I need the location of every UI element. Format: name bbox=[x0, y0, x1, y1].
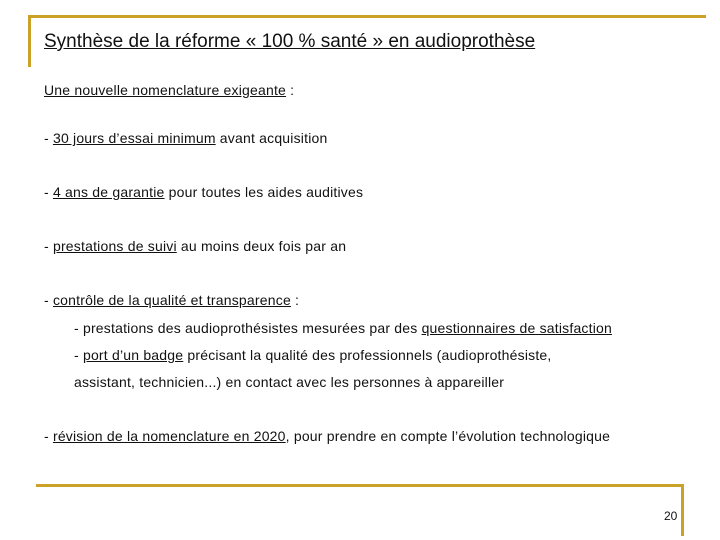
satisfaction-text: prestations des audioprothésistes mesurées par des bbox=[82, 320, 422, 336]
trial-rest: avant acquisition bbox=[215, 130, 328, 146]
bullet-dash: - bbox=[44, 292, 53, 308]
followup-underlined: prestations de suivi bbox=[52, 238, 177, 254]
revision-rest: , pour prendre en compte l’évolution technologique bbox=[285, 428, 611, 444]
badge-text: précisant la qualité des professionnels (audioprothésiste, bbox=[183, 347, 552, 363]
trial-underlined: 30 jours d’essai minimum bbox=[52, 130, 216, 146]
list-item-followup bbox=[44, 238, 346, 254]
bullet-dash: - bbox=[74, 320, 83, 336]
intro-heading bbox=[44, 82, 294, 98]
bullet-dash: - bbox=[44, 184, 53, 200]
followup-rest: au moins deux fois par an bbox=[176, 238, 347, 254]
revision-underlined: révision de la nomenclature en 2020 bbox=[52, 428, 286, 444]
sub-item-badge bbox=[74, 347, 552, 363]
bottom-border-line bbox=[36, 484, 684, 487]
satisfaction-underlined: questionnaires de satisfaction bbox=[421, 320, 613, 336]
sub-item-badge-continuation: assistant, technicien...) en contact avec les personnes à appareiller bbox=[74, 374, 505, 390]
intro-heading-text: Une nouvelle nomenclature exigeante bbox=[44, 82, 287, 98]
warranty-underlined: 4 ans de garantie bbox=[52, 184, 165, 200]
bullet-dash: - bbox=[74, 347, 83, 363]
list-item-revision bbox=[44, 428, 610, 444]
bullet-dash: - bbox=[44, 130, 53, 146]
page-number: 20 bbox=[664, 509, 678, 523]
quality-underlined: contrôle de la qualité et transparence bbox=[52, 292, 291, 308]
sub-item-satisfaction bbox=[74, 320, 612, 336]
slide-title: Synthèse de la réforme « 100 % santé » en audioprothèse bbox=[44, 31, 536, 52]
list-item-quality bbox=[44, 292, 299, 308]
badge-underlined: port d’un badge bbox=[82, 347, 184, 363]
warranty-rest: pour toutes les aides auditives bbox=[164, 184, 364, 200]
right-border-line bbox=[681, 484, 684, 536]
intro-heading-suffix: : bbox=[286, 82, 295, 98]
list-item-warranty bbox=[44, 184, 363, 200]
bullet-dash: - bbox=[44, 238, 53, 254]
list-item-trial bbox=[44, 130, 327, 146]
top-border-line bbox=[28, 15, 706, 18]
left-border-line bbox=[28, 15, 31, 67]
bullet-dash: - bbox=[44, 428, 53, 444]
quality-rest: : bbox=[290, 292, 300, 308]
